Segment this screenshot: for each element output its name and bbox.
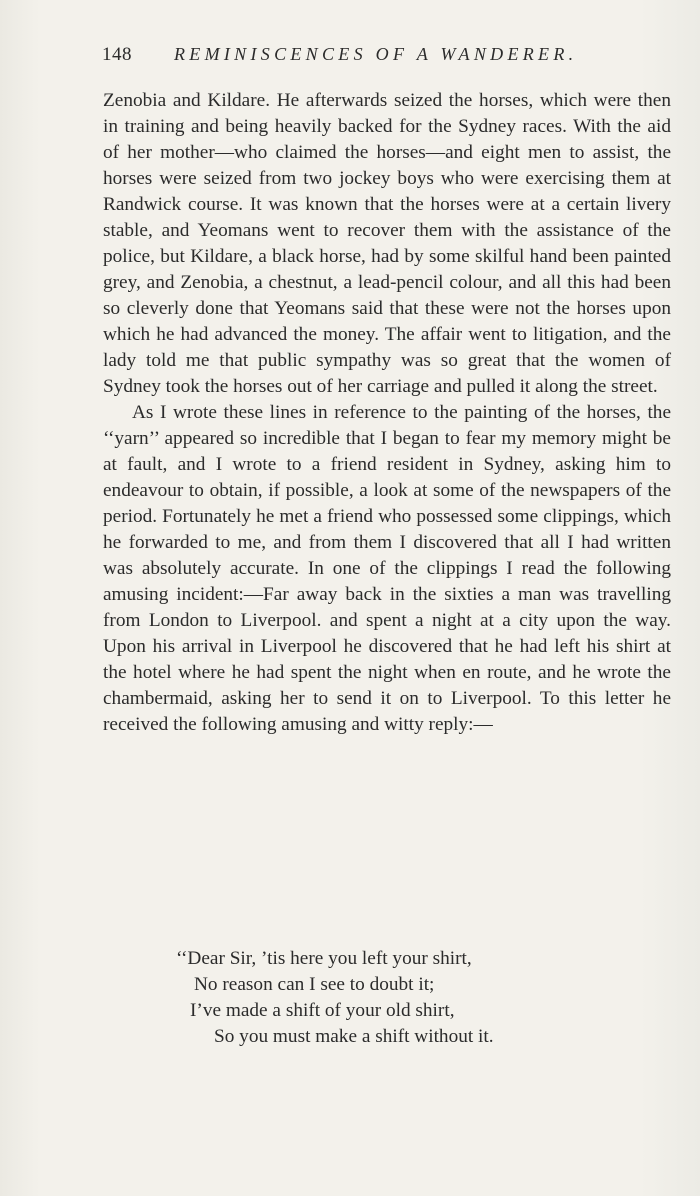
running-title: REMINISCENCES OF A WANDERER. <box>174 44 578 64</box>
verse-block <box>170 946 494 1050</box>
page-header <box>102 44 672 74</box>
paragraph-1: Zenobia and Kildare. He afterwards seized the horses, which were then in training and being heavily backed for the Sydney races. With the aid of her mother—who claimed the horses—and eight men to assist, the horses were seized from two jockey boys who were exercising them at Randwick course. It was known that the horses were at a certain livery stable, and Yeomans went to recover them with the assistance of the police, but Kildare, a black horse, had by some skilful hand been painted grey, and Zenobia, a chestnut, a lead-pencil colour, and all this had been so cleverly done that Yeomans said that these were not the horses upon which he had advanced the money. The affair went to litigation, and the lady told me that public sympathy was so great that the women of Sydney took the horses out of her carriage and pulled it along the street. <box>103 90 671 397</box>
page-number: 148 <box>102 44 132 65</box>
body-text <box>103 88 671 738</box>
verse-line-3: I’ve made a shift of your old shirt, <box>190 1000 455 1021</box>
verse-line-1: ‘‘Dear Sir, ’tis here you left your shirt, <box>176 948 472 969</box>
paragraph-2: As I wrote these lines in reference to the painting of the horses, the ‘‘yarn’’ appeared so incredible that I began to fear my memory might be at fault, and I wrote to a friend resident in Sydney, asking him to endeavour to obtain, if possible, a look at some of the newspapers of the period. Fortunately he met a friend who possessed some clippings, which he forwarded to me, and from them I discovered that all I had written was absolutely accurate. In one of the clippings I read the following amusing incident:—Far away back in the sixties a man was travelling from London to Liverpool. and spent a night at a city upon the way. Upon his arrival in Liverpool he discovered that he had left his shirt at the hotel where he had spent the night when en route, and he wrote the chambermaid, asking her to send it on to Liverpool. To this letter he received the following amusing and witty reply:— <box>103 402 671 735</box>
verse-line-2: No reason can I see to doubt it; <box>194 974 435 995</box>
verse-line-4: So you must make a shift without it. <box>214 1026 494 1047</box>
